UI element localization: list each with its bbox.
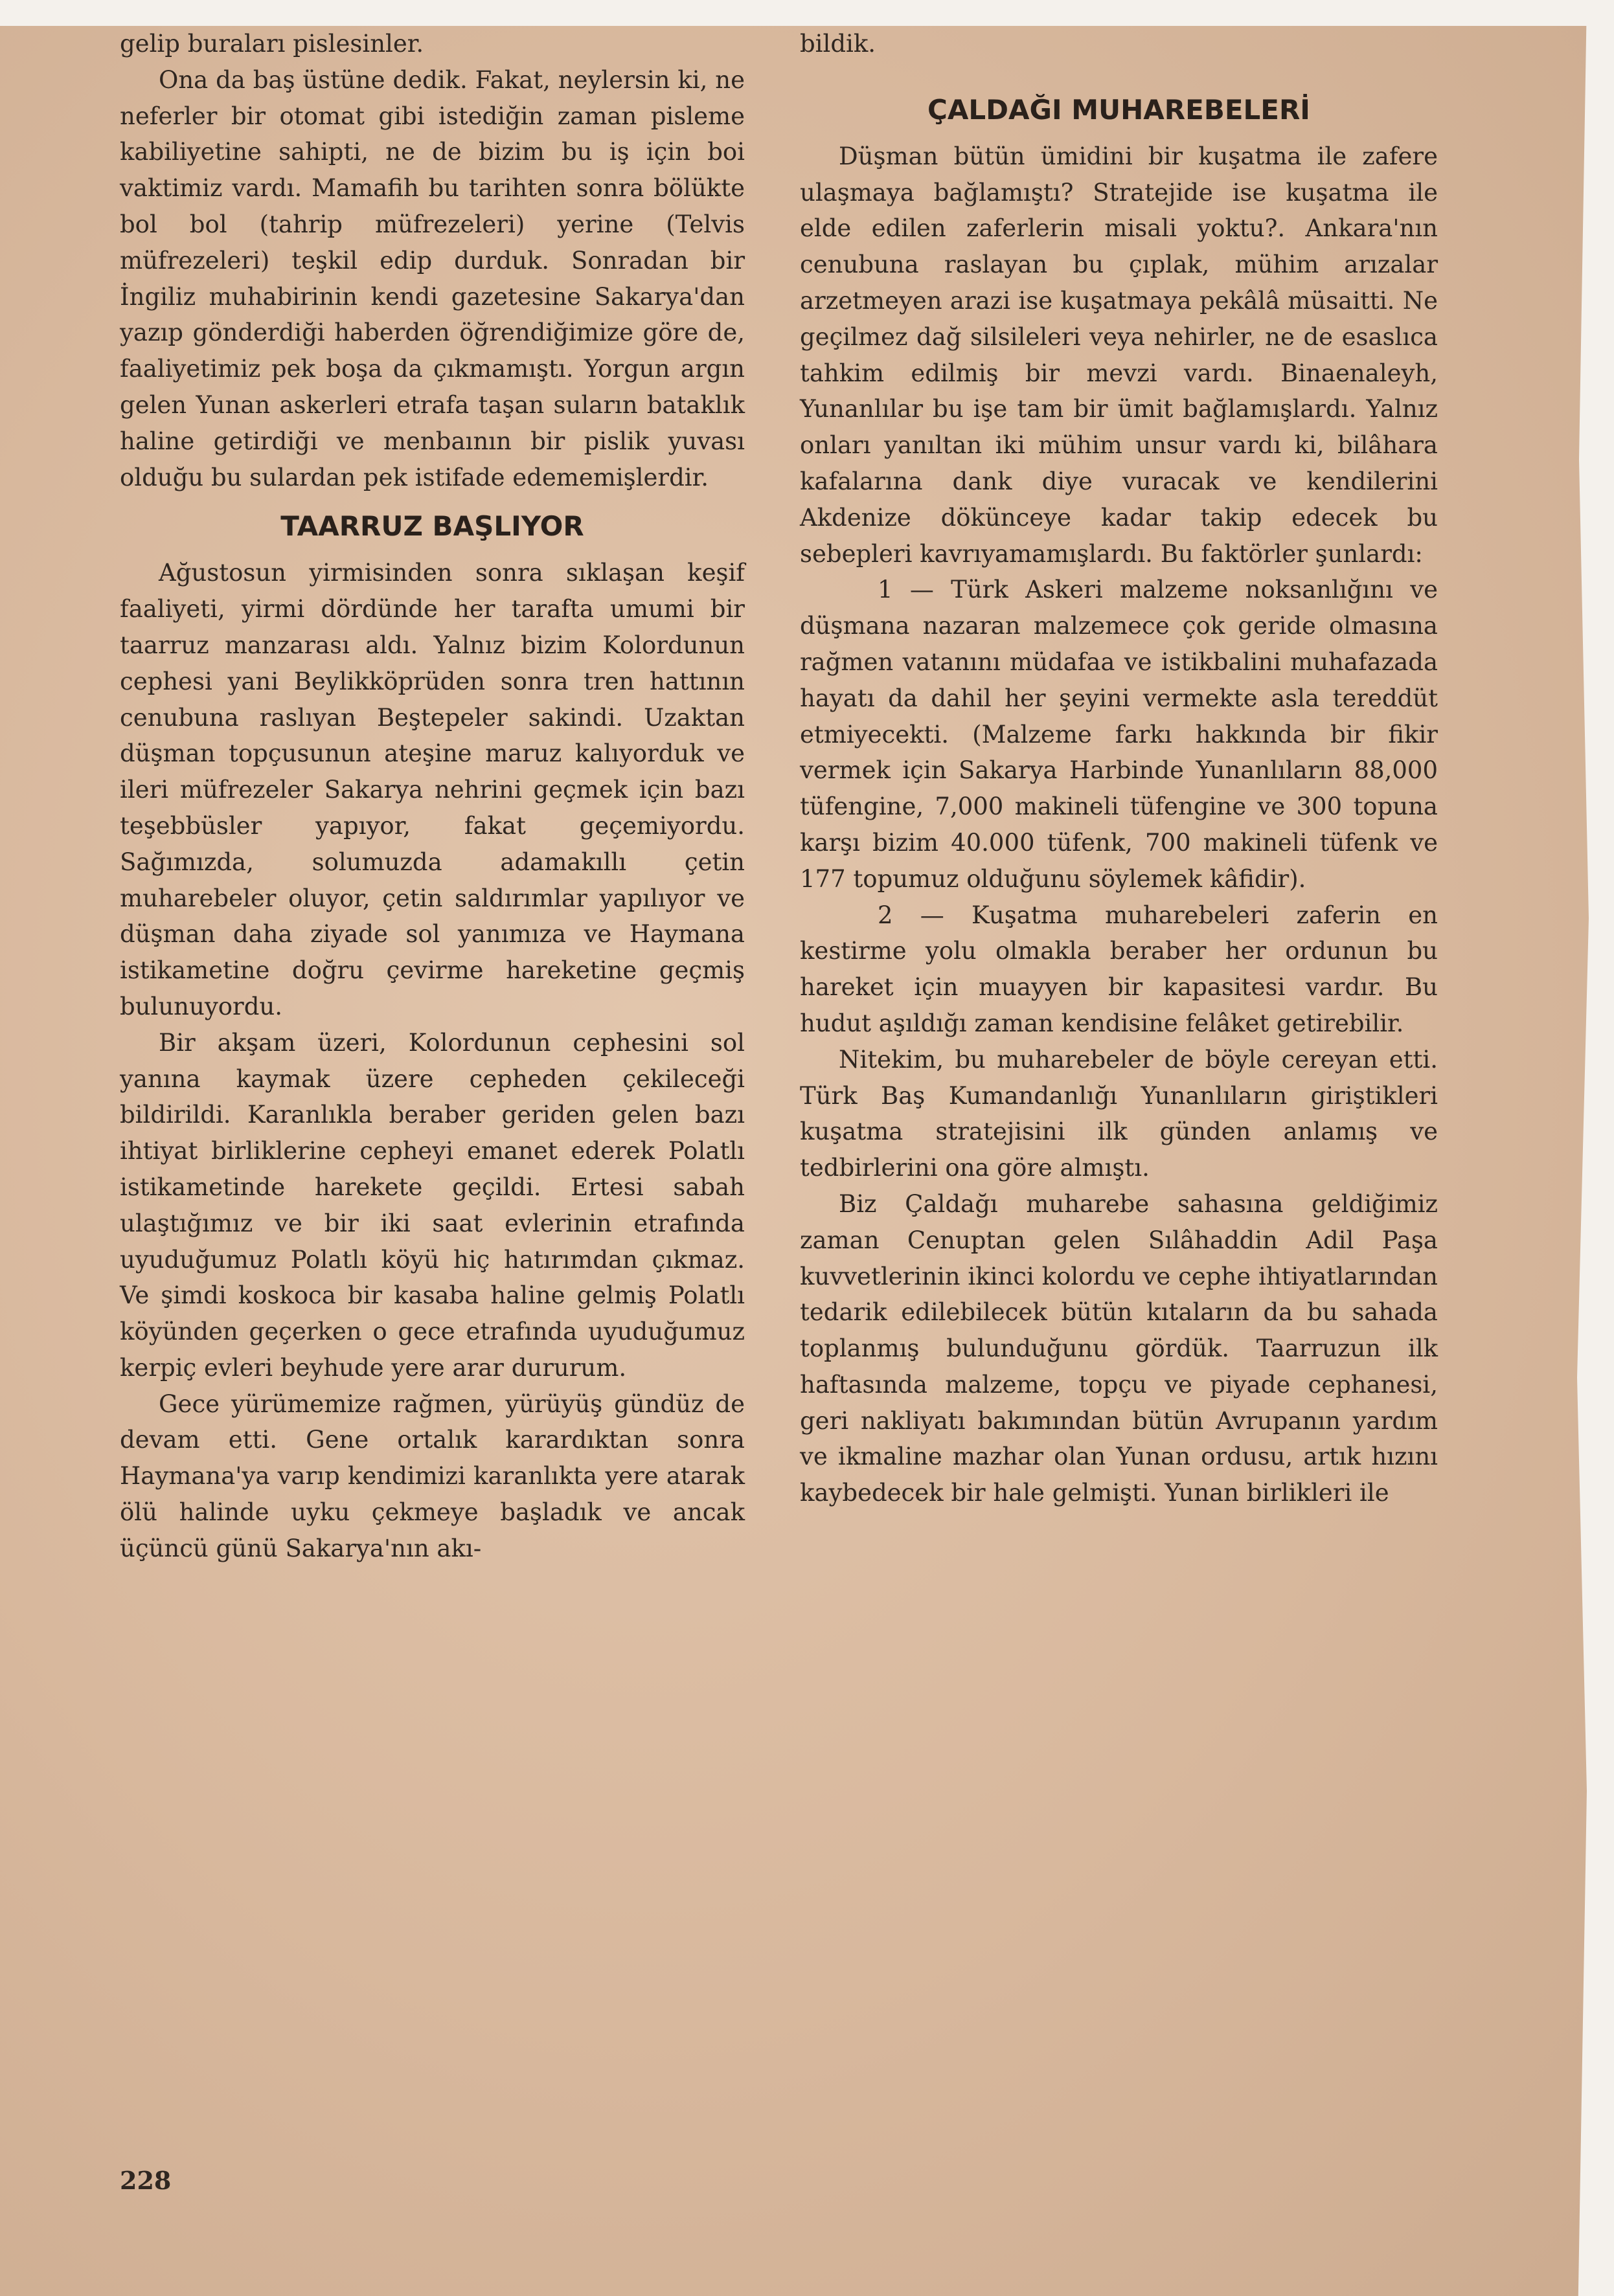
torn-right-edge — [1575, 0, 1614, 2296]
paragraph: Düşman bütün ümidini bir kuşatma ile zafere ulaşmaya bağlamıştı? Stratejide ise kuşatma ile elde edilen zaferlerin misali yoktu?. Ankara'nın cenubuna raslayan bu çıplak, mühim arızalar arzetmeyen arazi ise kuşatmaya pekâlâ müsaitti. Ne geçilmez dağ silsileleri veya nehirler, ne de esaslıca tahkim edilmiş bir mevzi vardı. Binaenaleyh, Yunanlılar bu işe tam bir ümit bağlamışlardı. Yalnız onları yanıltan iki mühim unsur vardı ki, bilâhara kafalarına dank diye vuracak ve kendilerini Akdenize dökünceye kadar takip edecek bu sebepleri kavrıyamamışlardı. Bu faktörler şunlardı: — [800, 142, 1438, 568]
left-column — [120, 26, 745, 1567]
paragraph: gelip buraları pislesinler. — [120, 30, 424, 58]
right-column — [800, 26, 1438, 1511]
page-number: 228 — [120, 2166, 172, 2195]
paragraph: Nitekim, bu muharebeler de böyle cereyan etti. Türk Baş Kumandanlığı Yunanlıların giriştikleri kuşatma stratejisini ilk günden anlamış ve tedbirlerini ona göre almıştı. — [800, 1045, 1438, 1182]
paragraph: Ona da baş üstüne dedik. Fakat, neylersin ki, ne neferler bir otomat gibi istediğin zaman pisleme kabiliyetine sahipti, ne de bizim bu iş için boi vaktimiz vardı. Mamafih bu tarihten sonra bölükte bol bol (tahrip müfrezeleri) yerine (Telvis müfrezeleri) teşkil edip durduk. Sonradan bir İngiliz muhabirinin kendi gazetesine Sakarya'dan yazıp gönderdiği haberden öğrendiğimize göre de, faaliyetimiz pek boşa da çıkmamıştı. Yorgun argın gelen Yunan askerleri etrafa taşan suların bataklık haline getirdiği ve menbaının bir pislik yuvası olduğu bu sulardan pek istifade edememişlerdir. — [120, 65, 745, 491]
paragraph: bildik. — [800, 30, 876, 58]
section-heading: ÇALDAĞI MUHAREBELERİ — [927, 93, 1310, 126]
paragraph: Bir akşam üzeri, Kolordunun cephesini sol yanına kaymak üzere cepheden çekileceği bildirildi. Karanlıkla beraber geriden gelen bazı ihtiyat birliklerine cepheyi emanet ederek Polatlı istikametinde harekete geçildi. Ertesi sabah ulaştığımız ve bir iki saat evlerinin etrafında uyuduğumuz Polatlı köyü hiç hatırımdan çıkmaz. Ve şimdi koskoca bir kasaba haline gelmiş Polatlı köyünden geçerken o gece etrafında uyuduğumuz kerpiç evleri beyhude yere arar dururum. — [120, 1028, 745, 1382]
paragraph: Biz Çaldağı muharebe sahasına geldiğimiz zaman Cenuptan gelen Sılâhaddin Adil Paşa kuvvetlerinin ikinci kolordu ve cephe ihtiyatlarından tedarik edilebilecek bütün kıtaların da bu sahada toplanmış bulunduğunu gördük. Taarruzun ilk haftasında malzeme, topçu ve piyade cephanesi, geri nakliyatı bakımından bütün Avrupanın yardım ve ikmaline mazhar olan Yunan ordusu, artık hızını kaybedecek bir hale gelmişti. Yunan birlikleri ile — [800, 1189, 1438, 1507]
section-heading: TAARRUZ BAŞLIYOR — [280, 510, 584, 543]
torn-top-edge — [0, 0, 1614, 26]
paragraph: Gece yürümemize rağmen, yürüyüş gündüz de devam etti. Gene ortalık karardıktan sonra Haymana'ya varıp kendimizi karanlıkta yere atarak ölü halinde uyku çekmeye başladık ve ancak üçüncü günü Sakarya'nın akı- — [120, 1390, 745, 1562]
paragraph: 2 — Kuşatma muharebeleri zaferin en kestirme yolu olmakla beraber her ordunun bu hareket için muayyen bir kapasitesi vardır. Bu hudut aşıldığı zaman kendisine felâket getirebilir. — [800, 901, 1438, 1037]
paragraph: 1 — Türk Askeri malzeme noksanlığını ve düşmana nazaran malzemece çok geride olmasına rağmen vatanını müdafaa ve istikbalini muhafazada hayatı da dahil her şeyini vermekte asla tereddüt etmiyecekti. (Malzeme farkı hakkında bir fikir vermek için Sakarya Harbinde Yunanlıların 88,000 tüfengine, 7,000 makineli tüfengine ve 300 topuna karşı bizim 40.000 tüfenk, 700 makineli tüfenk ve 177 topumuz olduğunu söylemek kâfidir). — [800, 576, 1438, 893]
paragraph: Ağustosun yirmisinden sonra sıklaşan keşif faaliyeti, yirmi dördünde her tarafta umumi bir taarruz manzarası aldı. Yalnız bizim Kolordunun cephesi yani Beylikköprüden sonra tren hattının cenubuna raslıyan Beştepeler sakindi. Uzaktan düşman topçusunun ateşine maruz kalıyorduk ve ileri müfrezeler Sakarya nehrini geçmek için bazı teşebbüsler yapıyor, fakat geçemiyordu. Sağımızda, solumuzda adamakıllı çetin muharebeler oluyor, çetin saldırımlar yapılıyor ve düşman daha ziyade sol yanımıza ve Haymana istikametine doğru çevirme hareketine geçmiş bulunuyordu. — [120, 559, 745, 1020]
